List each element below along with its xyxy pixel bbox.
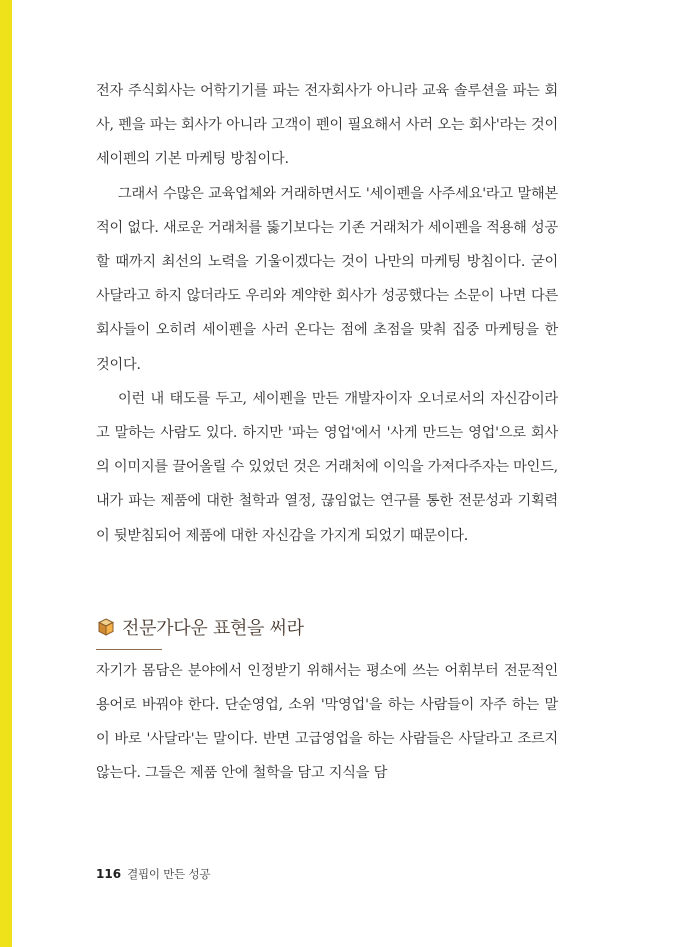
section-title: 전문가다운 표현을 써라 <box>122 617 304 639</box>
page-footer <box>96 866 210 882</box>
box-icon <box>96 617 116 637</box>
book-page <box>96 74 558 791</box>
page-number: 116 <box>96 867 122 881</box>
section-heading <box>96 611 558 643</box>
body-paragraph-3: 이런 내 태도를 두고, 세이펜을 만든 개발자이자 오너로서의 자신감이라고 말하는 사람도 있다. 하지만 '파는 영업'에서 '사게 만드는 영업'으로 회사의 이미지를 끌어올릴 수 있었던 것은 거래처에 이익을 가져다주자는 마인드, 내가 파는 제품에 대한 철학과 열정, 끊임없는 연구를 통한 전문성과 기획력이 뒷받침되어 제품에 대한 자신감을 가지게 되었기 때문이다. <box>96 390 558 544</box>
body-paragraph-2: 그래서 수많은 교육업체와 거래하면서도 '세이펜을 사주세요'라고 말해본 적이 없다. 새로운 거래처를 뚫기보다는 기존 거래처가 세이펜을 적용해 성공할 때까지 최선의 노력을 기울이겠다는 것이 나만의 마케팅 방침이다. 굳이 사달라고 하지 않더라도 우리와 계약한 회사가 성공했다는 소문이 나면 다른 회사들이 오히려 세이펜을 사러 온다는 점에 초점을 맞춰 집중 마케팅을 한 것이다. <box>96 185 558 373</box>
body-paragraph-1: 전자 주식회사는 어학기기를 파는 전자회사가 아니라 교육 솔루션을 파는 회사, 펜을 파는 회사가 아니라 고객이 펜이 필요해서 사러 오는 회사'라는 것이 세이펜의 기본 마케팅 방침이다. <box>96 83 558 168</box>
running-title: 결핍이 만든 성공 <box>127 867 211 881</box>
section-paragraph: 자기가 몸담은 분야에서 인정받기 위해서는 평소에 쓰는 어휘부터 전문적인 용어로 바꿔야 한다. 단순영업, 소위 '막영업'을 하는 사람들이 자주 하는 말이 바로 '사달라'는 말이다. 반면 고급영업을 하는 사람들은 사달라고 조르지 않는다. 그들은 제품 안에 철학을 담고 지식을 담 <box>96 662 558 782</box>
accent-bar <box>0 0 12 947</box>
section-divider <box>96 649 162 650</box>
